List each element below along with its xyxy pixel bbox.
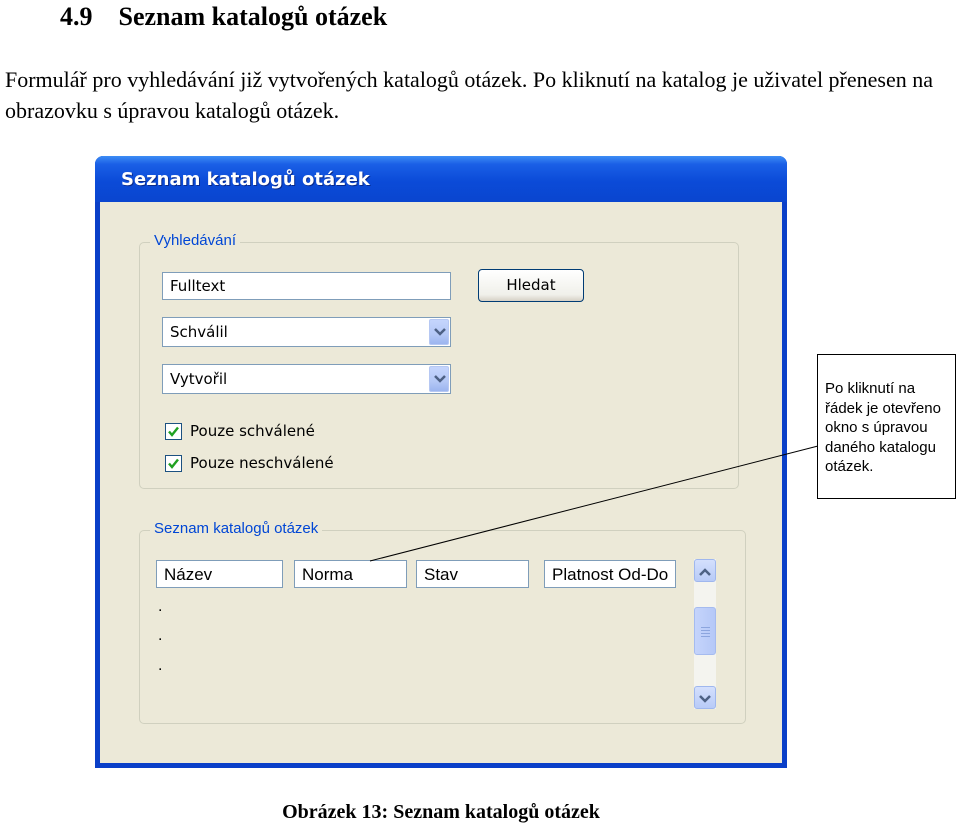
figure-caption: Obrázek 13: Seznam katalogů otázek [282, 801, 600, 823]
table-row[interactable]: . [158, 598, 163, 615]
fulltext-input[interactable]: Fulltext [162, 272, 451, 300]
column-header-validity[interactable]: Platnost Od-Do [544, 560, 676, 588]
approved-by-value: Schválil [170, 323, 228, 341]
only-unapproved-label: Pouze neschválené [190, 454, 334, 472]
only-approved-label: Pouze schválené [190, 422, 315, 440]
annotation-callout: Po kliknutí na řádek je otevřeno okno s úpravou daného katalogu otázek. [817, 354, 956, 499]
column-header-name[interactable]: Název [156, 560, 283, 588]
section-number: 4.9 [60, 2, 93, 31]
section-title: Seznam katalogů otázek [118, 2, 388, 31]
column-header-norm[interactable]: Norma [294, 560, 407, 588]
catalog-list-legend: Seznam katalogů otázek [150, 520, 322, 537]
search-button[interactable]: Hledat [478, 269, 584, 302]
table-row[interactable]: . [158, 627, 163, 644]
created-by-value: Vytvořil [170, 370, 228, 388]
search-group-legend: Vyhledávání [150, 232, 240, 249]
column-header-status[interactable]: Stav [416, 560, 529, 588]
intro-paragraph: Formulář pro vyhledávání již vytvořených katalogů otázek. Po kliknutí na katalog je uživatel přenesen na obrazovku s úpravou katalogů otázek. [5, 67, 933, 123]
window-title: Seznam katalogů otázek [121, 169, 370, 190]
table-row[interactable]: . [158, 657, 163, 674]
